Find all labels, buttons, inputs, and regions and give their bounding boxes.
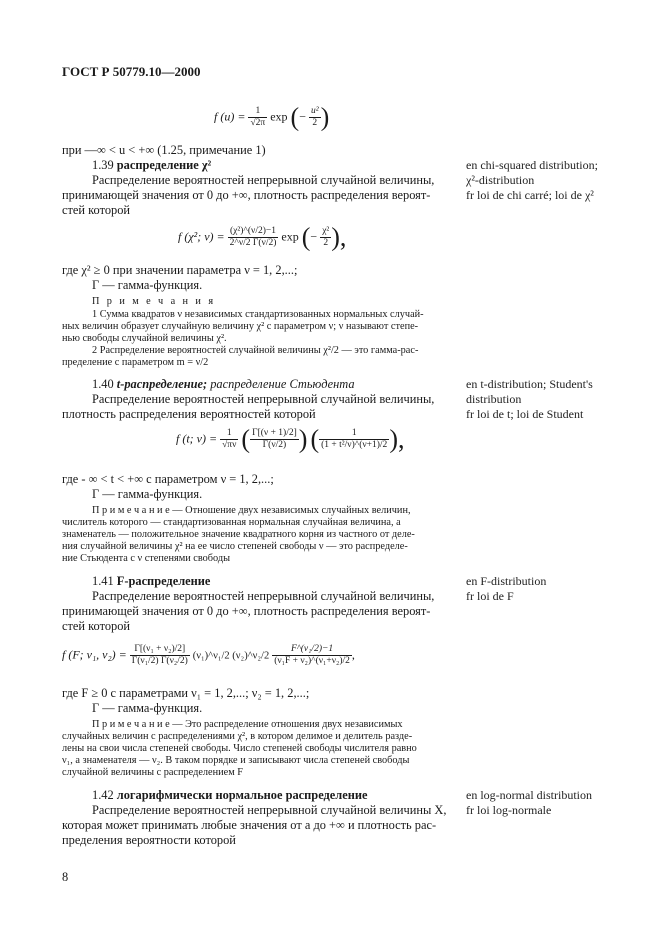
s141-gamma: Γ — гамма-функция.: [92, 701, 203, 715]
section-number: 1.42: [92, 788, 117, 802]
s141-line-1: Распределение вероятностей непрерывной случайной величины,: [92, 589, 435, 603]
s140-line-2: плотность распределения вероятностей которой: [62, 407, 316, 421]
exp-label: exp: [281, 229, 299, 244]
exp-label: exp: [270, 109, 288, 124]
s139-line-3: стей которой: [62, 203, 131, 217]
gamma-frac-num: Γ[(ν + 1)/2]: [252, 428, 297, 438]
power-frac-num: 1: [319, 428, 389, 440]
s140-note-b: числитель которого — стандартизованная нормальная случайная величина, а: [62, 517, 401, 528]
paren-open: (: [301, 222, 311, 252]
frac-den: √2π: [250, 118, 266, 128]
s140-line-1: Распределение вероятностей непрерывной случайной величины,: [92, 392, 435, 406]
page-number: 8: [62, 870, 69, 884]
s139-term-fr: fr loi de chi carré; loi de χ²: [466, 188, 594, 202]
gamma-frac-den: Γ(ν₁/2) Γ(ν₂/2): [131, 656, 188, 666]
s141-note-d: ν₁, а знаменателя — ν₂. В таком порядке и записывают числа степеней свободы: [62, 755, 410, 766]
exp-frac-num: χ²: [322, 226, 330, 236]
paren-open: (: [290, 102, 300, 132]
s139-term-en: en chi-squared distribution;: [466, 158, 598, 172]
section-term: логарифмически нормальное распределение: [116, 788, 368, 802]
frac-num: 1: [220, 428, 238, 440]
frac-num: 1: [248, 106, 267, 118]
exp-frac-num: u²: [310, 106, 319, 116]
s141-note-e: случайной величины с распределением F: [62, 767, 244, 778]
s139-term-en-2: χ²-distribution: [466, 173, 535, 187]
s139-note-1c: нью свободы случайной величины χ².: [62, 333, 227, 344]
gamma-frac-den: Γ(ν/2): [262, 440, 287, 450]
s139-note-2a: 2 Распределение вероятностей случайной величины χ²/2 — это гамма-рас-: [92, 345, 419, 356]
section-term: F-распределение: [116, 574, 211, 588]
power-frac-num: F^(ν₁/2)−1: [272, 644, 352, 656]
s139-note-1a: 1 Сумма квадратов ν независимых стандартизованных нормальных случай-: [92, 309, 424, 320]
frac-den: √πν: [222, 440, 237, 450]
section-number: 1.39: [92, 158, 117, 172]
s140-note-a: П р и м е ч а н и е — Отношение двух независимых случайных величин,: [92, 505, 411, 516]
s141-term-fr: fr loi de F: [466, 589, 514, 603]
power-frac-den: (ν₁F + ν₂)^(ν₁+ν₂)/2: [274, 656, 350, 666]
formula-lhs: f (χ²; ν) =: [178, 229, 225, 244]
minus-sign: −: [310, 229, 318, 244]
s142-line-3: пределения вероятности которой: [62, 833, 236, 847]
s140-term-en: en t-distribution; Student's: [466, 377, 593, 391]
section-1-39-title: [92, 158, 211, 173]
s139-where: где χ² ≥ 0 при значении параметра ν = 1, 2,...;: [62, 263, 298, 277]
section-1-41-title: [92, 574, 210, 589]
power-terms: (ν₁)^ν₁/2 (ν₂)^ν₂/2: [192, 650, 270, 662]
section-term: t-распределение;: [116, 377, 208, 391]
s141-where: где F ≥ 0 с параметрами ν₁ = 1, 2,...; ν₂ = 1, 2,...;: [62, 686, 310, 700]
s140-note-e: ние Стьюдента с ν степенями свободы: [62, 553, 231, 564]
section-term: распределение χ²: [116, 158, 212, 172]
s139-line-2: принимающей значения от 0 до +∞, плотность распределения вероят-: [62, 188, 431, 202]
gamma-frac-num: Γ[(ν₁ + ν₂)/2]: [130, 644, 190, 656]
exp-frac-den: 2: [312, 118, 318, 128]
s139-note-1b: ных величин образует случайную величину χ² с параметром ν; ν называют степе-: [62, 321, 419, 332]
s140-gamma: Γ — гамма-функция.: [92, 487, 203, 501]
s140-term-en-2: distribution: [466, 392, 522, 406]
section-number: 1.41: [92, 574, 117, 588]
s141-note-c: лены на свои числа степеней свободы. Число степеней свободы числителя равно: [62, 743, 417, 754]
formula-normal-pdf: [214, 102, 330, 132]
section-number: 1.40: [92, 377, 117, 391]
formula-lhs: f (u) =: [214, 109, 246, 124]
section-1-40-title: [92, 377, 355, 392]
s139-note-2b: пределение с параметром m = ν/2: [62, 357, 209, 368]
s142-line-2: которая может принимать любые значения от a до +∞ и плотность рас-: [62, 818, 437, 832]
frac-den: 2^ν/2 Γ(ν/2): [229, 238, 277, 248]
frac-num: (χ²)^(ν/2)−1: [228, 226, 279, 238]
s139-gamma: Γ — гамма-функция.: [92, 278, 203, 292]
formula-tail: ),: [389, 424, 405, 454]
s140-note-c: знаменатель — положительное значение квадратного корня из частного от деле-: [62, 529, 415, 540]
s142-term-en: en log-normal distribution: [466, 788, 592, 802]
s141-line-2: принимающей значения от 0 до +∞, плотность распределения вероят-: [62, 604, 431, 618]
power-frac-den: (1 + t²/ν)^(ν+1)/2: [321, 440, 388, 450]
s142-term-fr: fr loi log-normale: [466, 803, 552, 817]
minus-sign: −: [299, 109, 306, 124]
s139-line-1: Распределение вероятностей непрерывной случайной величины,: [92, 173, 435, 187]
paren-close: ): [320, 102, 330, 132]
s141-term-en: en F-distribution: [466, 574, 547, 588]
s139-notes-title: П р и м е ч а н и я: [92, 296, 216, 307]
formula-chi-square-pdf: [178, 222, 347, 252]
formula-lhs: f (t; ν) =: [176, 431, 218, 446]
s140-note-d: ния случайной величины χ² на ее число степеней свободы ν — это распределе-: [62, 541, 408, 552]
section-1-42-title: [92, 788, 368, 803]
formula-lhs: f (F; ν₁, ν₂) =: [62, 647, 127, 662]
s140-term-fr: fr loi de t; loi de Student: [466, 407, 584, 421]
section-term-alt: распределение Стьюдента: [207, 377, 355, 391]
formula-f-pdf: [62, 644, 355, 667]
s142-line-1: Распределение вероятностей непрерывной случайной величины X,: [92, 803, 447, 817]
s141-line-3: стей которой: [62, 619, 131, 633]
s141-note-b: случайных величин с распределениями χ², в котором делимое и делитель разде-: [62, 731, 413, 742]
s140-where: где - ∞ < t < +∞ с параметром ν = 1, 2,...;: [62, 472, 274, 486]
paren-close: ),: [331, 222, 347, 252]
exp-frac-den: 2: [323, 238, 329, 248]
s141-note-a: П р и м е ч а н и е — Это распределение отношения двух независимых: [92, 719, 403, 730]
formula-t-pdf: f (t; ν) = $\frac{1}{√\pi\nu}$ ( $\frac{\Gamma[(\nu + 1)/2]}{\Gamma(\nu/2)}$ ) ( $\frac{1}{\text{(1 + t²/ν)\textasciicircum{}(ν+1)/2}}$ ),: [176, 424, 405, 454]
normal-range-line: при —∞ < u < +∞ (1.25, примечание 1): [62, 143, 266, 157]
formula-tail: ,: [351, 647, 355, 662]
document-header: ГОСТ Р 50779.10—2000: [62, 64, 201, 79]
